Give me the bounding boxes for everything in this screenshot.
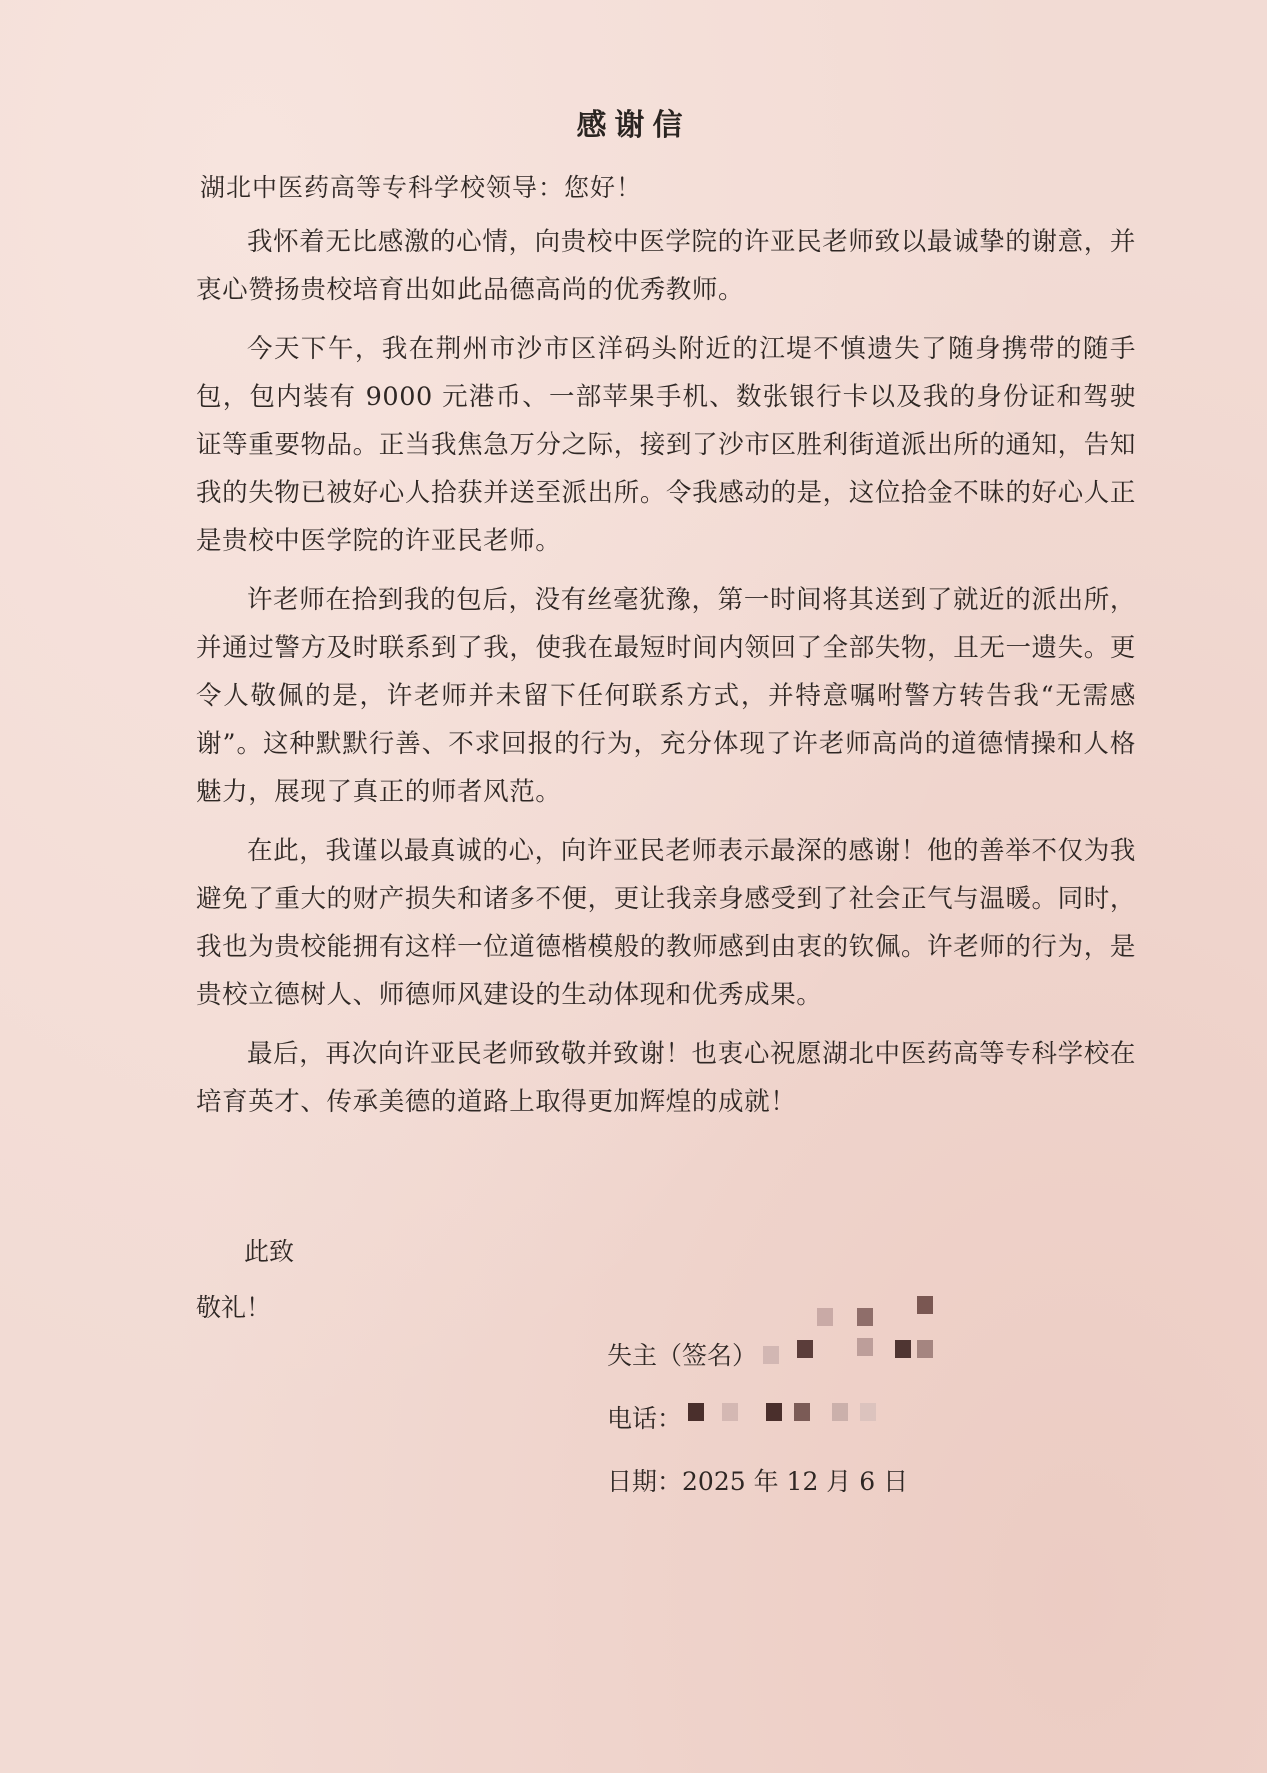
signature-block xyxy=(607,1336,997,1525)
date-value: 2025 年 12 月 6 日 xyxy=(682,1467,909,1496)
closing-ci-zhi: 此致 xyxy=(244,1237,295,1266)
closing-jing-li: 敬礼！ xyxy=(196,1293,272,1322)
phone-label: 电话： xyxy=(607,1404,683,1433)
paragraph-4: 在此，我谨以最真诚的心，向许亚民老师表示最深的感谢！他的善举不仅为我避免了重大的财产损失和诸多不便，更让我亲身感受到了社会正气与温暖。同时，我也为贵校能拥有这样一位道德楷模般的教师感到由衷的钦佩。许老师的行为，是贵校立德树人、师德师风建设的生动体现和优秀成果。 xyxy=(196,836,1136,1010)
signature-label: 失主（签名） xyxy=(607,1341,758,1370)
phone-row xyxy=(607,1399,997,1462)
paragraph-2: 今天下午，我在荆州市沙市区洋码头附近的江堤不慎遗失了随身携带的随手包，包内装有 9000 元港币、一部苹果手机、数张银行卡以及我的身份证和驾驶证等重要物品。正当我焦急万分之际，接到了沙市区胜利街道派出所的通知，告知我的失物已被好心人拾获并送至派出所。令我感动的是，这位拾金不昧的好心人正是贵校中医学院的许亚民老师。 xyxy=(196,334,1136,556)
signature-row xyxy=(607,1336,997,1399)
salutation: 湖北中医药高等专科学校领导：您好！ xyxy=(200,173,643,202)
paragraph-3: 许老师在拾到我的包后，没有丝毫犹豫，第一时间将其送到了就近的派出所，并通过警方及时联系到了我，使我在最短时间内领回了全部失物，且无一遗失。更令人敬佩的是，许老师并未留下任何联系方式，并特意嘱咐警方转告我“无需感谢”。这种默默行善、不求回报的行为，充分体现了许老师高尚的道德情操和人格魅力，展现了真正的师者风范。 xyxy=(196,585,1136,807)
letter-body xyxy=(196,218,1136,1137)
date-label: 日期： xyxy=(607,1467,683,1496)
redacted-signature xyxy=(757,1336,997,1392)
letter-title: 感谢信 xyxy=(576,108,691,143)
redacted-phone xyxy=(682,1399,922,1455)
date-row xyxy=(607,1462,997,1525)
paragraph-5: 最后，再次向许亚民老师致敬并致谢！也衷心祝愿湖北中医药高等专科学校在培育英才、传承美德的道路上取得更加辉煌的成就！ xyxy=(196,1039,1136,1117)
paragraph-1: 我怀着无比感激的心情，向贵校中医学院的许亚民老师致以最诚挚的谢意，并衷心赞扬贵校培育出如此品德高尚的优秀教师。 xyxy=(196,227,1136,305)
